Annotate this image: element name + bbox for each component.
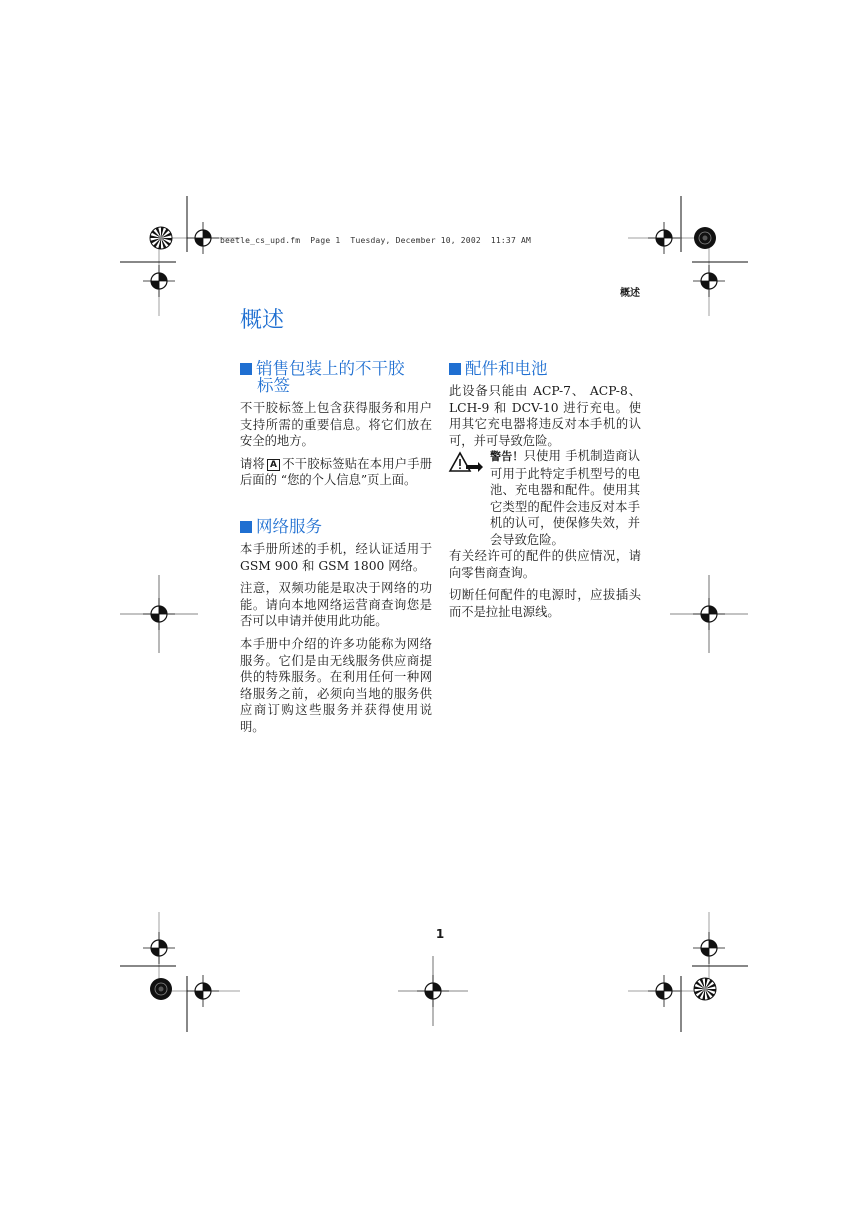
network-paragraph-2: 注意，双频功能是取决于网络的功能。请向本地网络运营商查询您是否可以申请并使用此功能。 <box>240 581 432 629</box>
running-header: 概述 <box>620 288 640 299</box>
heading-text-continued: 标签 <box>257 376 290 395</box>
heading-text: 销售包装上的不干胶 <box>256 359 405 378</box>
accessories-paragraph-2: 有关经许可的配件的供应情况，请向零售商查询。 <box>449 549 641 580</box>
page-number: 1 <box>435 927 445 941</box>
paragraph-text: 请将 <box>240 456 266 471</box>
file-slug: beetle_cs_upd.fm Page 1 Tuesday, December 10, 2002 11:37 AM <box>220 236 532 245</box>
network-paragraph-3: 本手册中介绍的许多功能称为网络服务。它们是由无线服务供应商提供的特殊服务。在利用任何一种网络服务之前，必须向当地的服务供应商订购这些服务并获得使用说明。 <box>240 636 432 734</box>
network-paragraph-1: 本手册所述的手机，经认证适用于 GSM 900 和 GSM 1800 网络。 <box>240 542 432 573</box>
sticker-a-icon: A <box>267 459 280 471</box>
warning-label: 警告！ <box>490 450 524 463</box>
heading-text: 网络服务 <box>256 517 322 536</box>
warning-text: 只使用 手机制造商认可用于此特定手机型号的电池、充电器和配件。使用其它类型的配件会违反对本手机的认可，使保修失效，并会导致危险。 <box>490 449 640 547</box>
page-title: 概述 <box>240 308 285 333</box>
sticker-paragraph-1: 不干胶标签上包含获得服务和用户支持所需的重要信息。将它们放在安全的地方。 <box>240 401 432 449</box>
heading-text: 配件和电池 <box>465 359 548 378</box>
accessories-paragraph-3: 切断任何配件的电源时，应拔插头而不是拉扯电源线。 <box>449 588 641 619</box>
accessories-paragraph-1: 此设备只能由 ACP-7、 ACP-8、 LCH-9 和 DCV-10 进行充电。使用其它充电器将违反对本手机的认可，并可导致危险。 <box>449 384 641 448</box>
paragraph-text: 不干胶标签贴在本用户手册后面的 “您的个人信息”页上面。 <box>240 456 432 488</box>
